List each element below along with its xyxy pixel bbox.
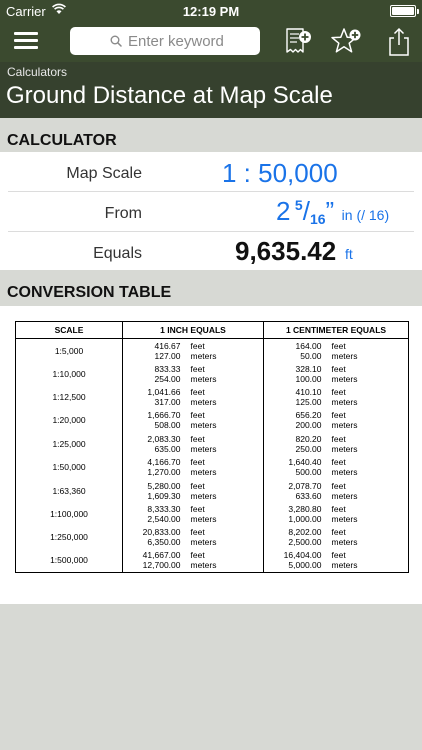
inch-meters-value: 317.00 [154,396,181,407]
unit-feet: feet [190,341,205,352]
unit-meters: meters [331,560,358,571]
cm-feet-value: 1,640.40 [288,457,322,468]
cm-meters-value: 633.60 [295,490,322,501]
cm-feet-value: 2,078.70 [288,480,322,491]
cm-meters-value: 100.00 [295,373,322,384]
unit-meters: meters [331,513,358,524]
cell-cm-units [330,479,409,502]
cell-cm-units [330,502,409,525]
unit-feet: feet [190,550,205,561]
inch-meters-value: 254.00 [154,373,181,384]
cell-inch-units [189,432,264,455]
cell-scale: 1:500,000 [16,549,123,572]
cm-feet-value: 410.10 [295,386,322,397]
unit-feet: feet [331,550,346,561]
nav-bar [0,22,422,62]
cell-cm-values [264,339,330,362]
cell-inch-values [123,339,189,362]
inch-meters-value: 127.00 [154,351,181,362]
table-header-row [16,322,409,339]
column-header-centimeter: 1 CENTIMETER EQUALS [264,322,409,339]
battery-icon [390,5,416,17]
share-icon[interactable] [383,26,415,58]
unit-meters: meters [190,513,217,524]
cell-inch-values [123,549,189,572]
cell-inch-units [189,409,264,432]
equals-value: 9,635.42 [235,236,337,266]
unit-feet: feet [331,480,346,491]
cell-inch-units [189,362,264,385]
cm-feet-value: 820.20 [295,433,322,444]
cm-feet-value: 8,202.00 [288,527,322,538]
cell-cm-values [264,409,330,432]
unit-meters: meters [331,373,358,384]
unit-feet: feet [190,433,205,444]
cell-cm-units [330,362,409,385]
conversion-table-panel [0,306,422,604]
cell-inch-values [123,409,189,432]
table-row [16,385,409,408]
unit-feet: feet [190,503,205,514]
map-scale-row[interactable] [0,152,422,192]
cell-cm-units [330,549,409,572]
inch-feet-value: 1,041.66 [147,386,181,397]
hamburger-menu-icon[interactable] [14,32,38,52]
cell-scale: 1:20,000 [16,409,123,432]
equals-row [0,232,422,272]
unit-feet: feet [331,527,346,538]
unit-feet: feet [190,457,205,468]
unit-meters: meters [190,443,217,454]
unit-meters: meters [331,420,358,431]
calculator-section-header: CALCULATOR [0,124,422,154]
unit-feet: feet [331,410,346,421]
cell-scale: 1:63,360 [16,479,123,502]
unit-meters: meters [190,373,217,384]
fraction-slash: / [302,196,310,226]
search-icon [110,35,122,47]
unit-meters: meters [190,467,217,478]
conversion-table-section-header: CONVERSION TABLE [0,276,422,306]
cm-meters-value: 250.00 [295,443,322,454]
cell-cm-values [264,502,330,525]
cell-cm-units [330,385,409,408]
cell-inch-values [123,432,189,455]
cell-inch-units [189,502,264,525]
inch-feet-value: 416.67 [154,341,181,352]
inch-feet-value: 4,166.70 [147,457,181,468]
cm-feet-value: 3,280.80 [288,503,322,514]
cm-feet-value: 328.10 [295,363,322,374]
inch-feet-value: 41,667.00 [142,550,181,561]
equals-label: Equals [93,245,142,262]
cell-cm-values [264,549,330,572]
unit-feet: feet [331,503,346,514]
title-band [0,62,422,118]
map-scale-label: Map Scale [66,165,142,182]
unit-meters: meters [331,351,358,362]
cell-cm-values [264,479,330,502]
unit-meters: meters [331,443,358,454]
unit-meters: meters [190,351,217,362]
search-input[interactable] [128,30,254,52]
cell-inch-units [189,526,264,549]
cell-cm-values [264,455,330,478]
cell-cm-values [264,362,330,385]
cm-meters-value: 125.00 [295,396,322,407]
cell-inch-values [123,455,189,478]
inch-feet-value: 20,833.00 [142,527,181,538]
inch-mark: ” [325,196,335,226]
from-numerator: 5 [294,197,303,213]
cell-inch-values [123,479,189,502]
cell-cm-units [330,409,409,432]
table-body [16,339,409,573]
cell-inch-units [189,479,264,502]
unit-meters: meters [190,560,217,571]
cell-scale: 1:10,000 [16,362,123,385]
inch-feet-value: 2,083.30 [147,433,181,444]
unit-feet: feet [331,457,346,468]
cell-inch-units [189,339,264,362]
inch-feet-value: 833.33 [154,363,181,374]
table-row [16,362,409,385]
cell-scale: 1:250,000 [16,526,123,549]
unit-meters: meters [190,396,217,407]
cell-cm-values [264,432,330,455]
unit-meters: meters [190,490,217,501]
from-label: From [104,205,142,222]
cm-feet-value: 656.20 [295,410,322,421]
status-time: 12:19 PM [182,4,240,19]
cell-inch-values [123,526,189,549]
calculator-panel [0,152,422,270]
cell-inch-values [123,362,189,385]
from-row[interactable] [0,192,422,232]
cell-inch-units [189,549,264,572]
status-bar [0,0,422,22]
unit-feet: feet [331,363,346,374]
unit-feet: feet [331,341,346,352]
page-title: Ground Distance at Map Scale [6,82,333,109]
unit-meters: meters [190,537,217,548]
unit-feet: feet [190,363,205,374]
cell-cm-values [264,526,330,549]
table-row [16,455,409,478]
inch-meters-value: 6,350.00 [147,537,181,548]
unit-meters: meters [331,396,358,407]
add-favorite-star-icon[interactable] [330,26,362,58]
unit-meters: meters [331,490,358,501]
inch-meters-value: 635.00 [154,443,181,454]
unit-feet: feet [331,433,346,444]
table-row [16,502,409,525]
equals-unit[interactable]: ft [345,246,353,262]
from-unit[interactable]: in (/ 16) [341,207,390,223]
cm-meters-value: 200.00 [295,420,322,431]
cell-inch-values [123,385,189,408]
table-row [16,526,409,549]
cm-feet-value: 16,404.00 [283,550,322,561]
inch-meters-value: 12,700.00 [142,560,181,571]
cell-scale: 1:50,000 [16,455,123,478]
carrier-label: Carrier [6,4,46,19]
inch-feet-value: 1,666.70 [147,410,181,421]
cell-cm-units [330,339,409,362]
unit-feet: feet [190,386,205,397]
cell-cm-units [330,432,409,455]
cell-cm-units [330,455,409,478]
cm-meters-value: 1,000.00 [288,513,322,524]
table-row [16,339,409,362]
from-value[interactable] [276,196,389,227]
cell-scale: 1:5,000 [16,339,123,362]
inch-feet-value: 8,333.30 [147,503,181,514]
table-row [16,432,409,455]
inch-meters-value: 2,540.00 [147,513,181,524]
unit-feet: feet [190,480,205,491]
cm-feet-value: 164.00 [295,341,322,352]
unit-feet: feet [190,410,205,421]
inch-meters-value: 1,270.00 [147,467,181,478]
table-row [16,479,409,502]
cell-cm-values [264,385,330,408]
unit-meters: meters [331,537,358,548]
from-denominator: 16 [309,211,326,227]
breadcrumb[interactable]: Calculators [7,65,68,79]
cm-meters-value: 5,000.00 [288,560,322,571]
unit-feet: feet [190,527,205,538]
unit-meters: meters [190,420,217,431]
table-row [16,409,409,432]
cm-meters-value: 500.00 [295,467,322,478]
search-box[interactable] [70,27,260,55]
cell-inch-units [189,455,264,478]
add-note-icon[interactable] [282,26,314,58]
map-scale-value[interactable]: 1 : 50,000 [222,158,338,188]
unit-feet: feet [331,386,346,397]
table-row [16,549,409,572]
cell-scale: 1:100,000 [16,502,123,525]
cm-meters-value: 50.00 [300,351,322,362]
inch-feet-value: 5,280.00 [147,480,181,491]
cell-inch-values [123,502,189,525]
column-header-scale: SCALE [16,322,123,339]
unit-meters: meters [331,467,358,478]
cell-inch-units [189,385,264,408]
cell-scale: 1:12,500 [16,385,123,408]
cm-meters-value: 2,500.00 [288,537,322,548]
cell-cm-units [330,526,409,549]
column-header-inch: 1 INCH EQUALS [123,322,264,339]
conversion-table [15,321,409,573]
inch-meters-value: 508.00 [154,420,181,431]
inch-meters-value: 1,609.30 [147,490,181,501]
cell-scale: 1:25,000 [16,432,123,455]
from-whole: 2 [276,196,291,226]
